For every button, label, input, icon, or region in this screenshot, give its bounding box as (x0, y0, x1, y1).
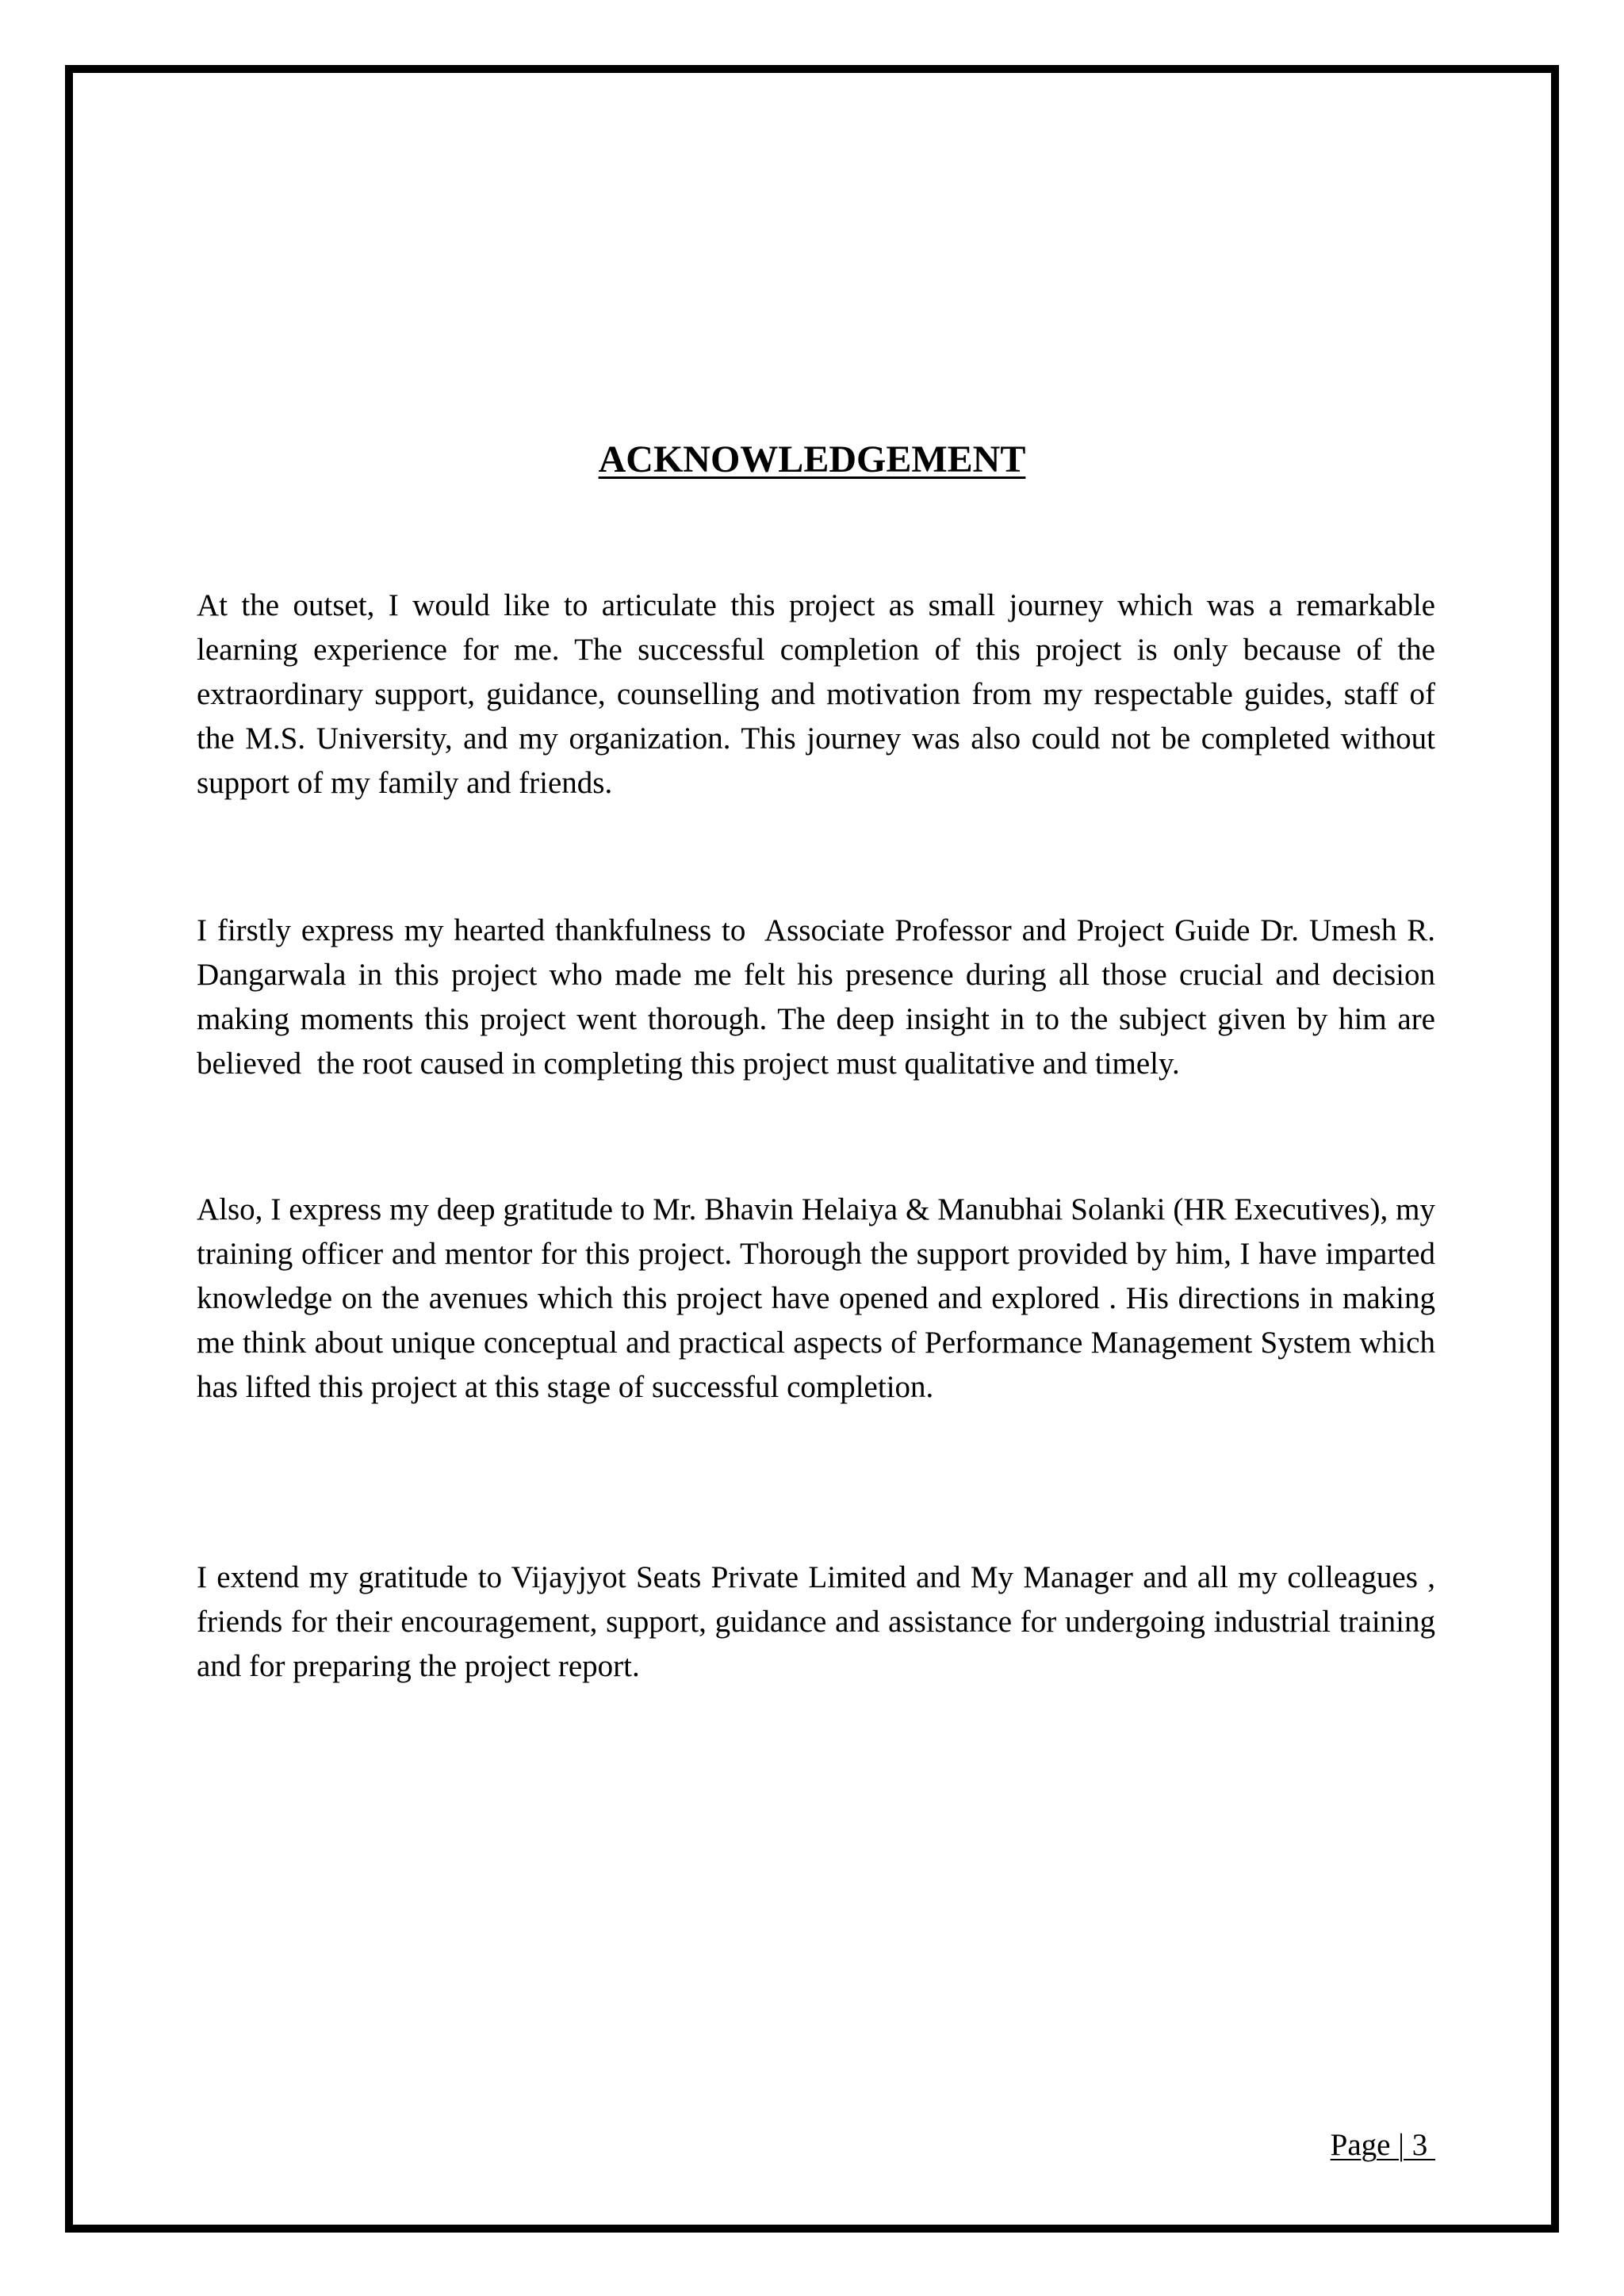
paragraph-project-guide: I firstly express my hearted thankfulness to Associate Professor and Project Guide Dr. Umesh R. Dangarwala in this project who made me felt his presence during all those crucial and decision making moments this project went thorough. The deep insight in to the subject given by him are believed the root caused in completing this project must qualitative and timely. (197, 913, 1443, 1081)
page-title-text: ACKNOWLEDGEMENT (598, 438, 1026, 480)
paragraph-outset: At the outset, I would like to articulate this project as small journey which was a remarkable learning experience for me. The successful completion of this project is only because of the extraordinary support, guidance, counselling and motivation from my respectable guides, staff of the M.S. University, and my organization. This journey was also could not be completed without support of my family and friends. (197, 588, 1443, 800)
paragraph-organization: I extend my gratitude to Vijayjyot Seats Private Limited and My Manager and all my colleagues , friends for their encouragement, support, guidance and assistance for undergoing industrial training and for preparing the project report. (197, 1560, 1443, 1683)
page-title (0, 434, 1624, 485)
page-border (65, 65, 1559, 2233)
paragraph-hr-executives: Also, I express my deep gratitude to Mr. Bhavin Helaiya & Manubhai Solanki (HR Executives), my training officer and mentor for this project. Thorough the support provided by him, I have imparted knowledge on the avenues which this project have opened and explored . His directions in making me think about unique conceptual and practical aspects of Performance Management System which has lifted this project at this stage of successful completion. (197, 1192, 1443, 1404)
page-number: Page | 3 (1330, 2128, 1435, 2162)
